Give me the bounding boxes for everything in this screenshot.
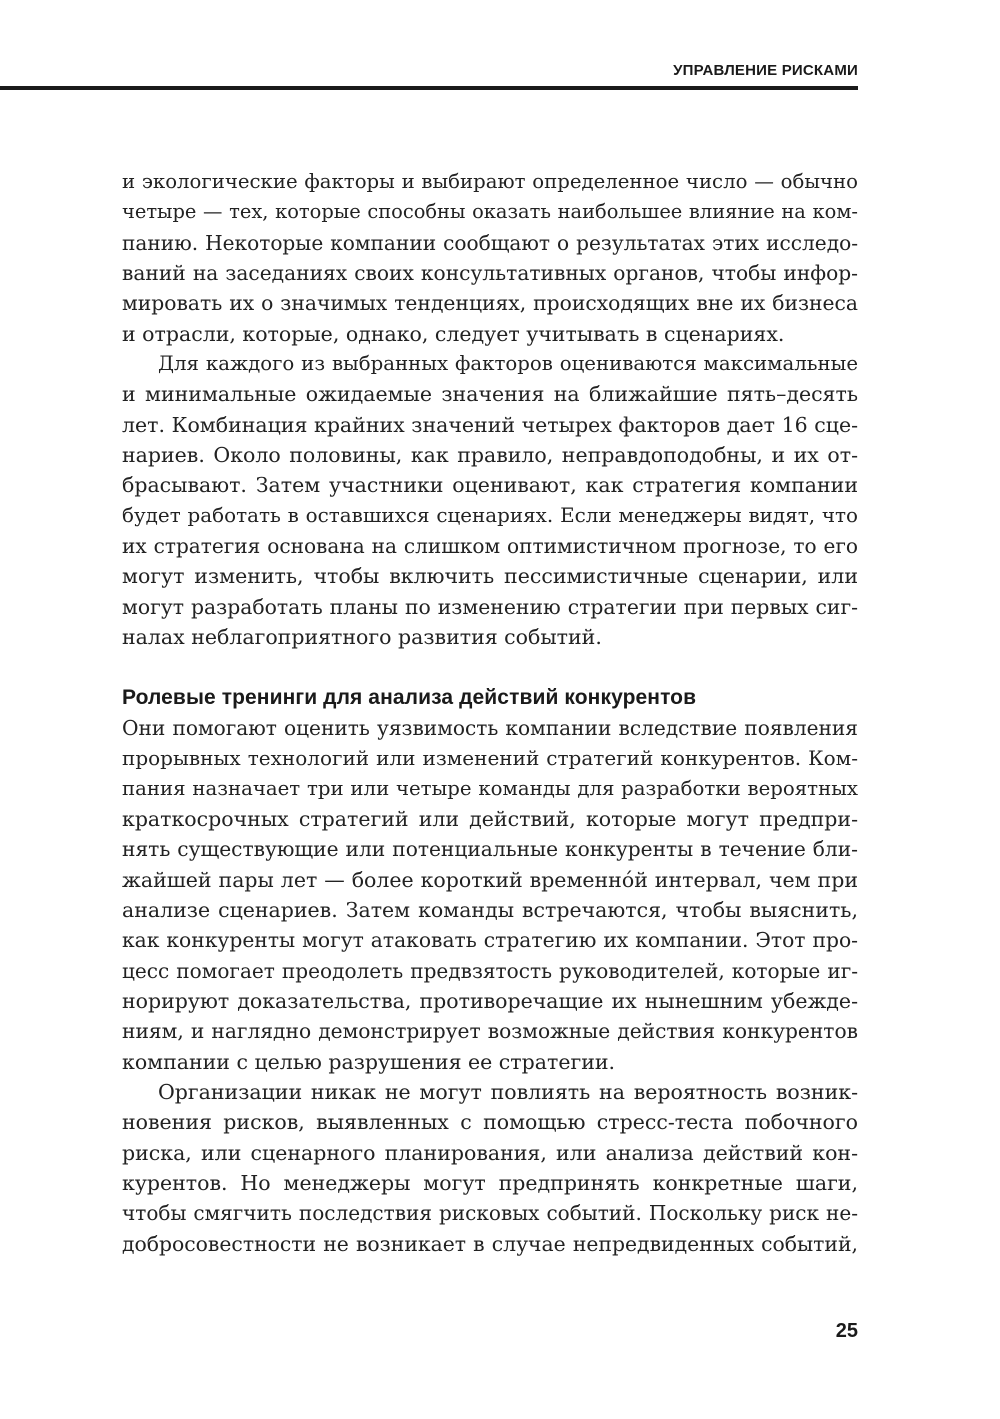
section-spacer	[122, 653, 858, 683]
text-line: четыре — тех, которые способны оказать наибольшее влияние на ком-	[122, 200, 858, 224]
text-line: Они помогают оценить уязвимость компании вследствие появления	[122, 715, 858, 740]
text-line: курентов. Но менеджеры могут предпринять конкретные шаги,	[122, 1171, 858, 1195]
text-line: Организации никак не могут повлиять на вероятность возник-	[158, 1079, 858, 1104]
text-line: мировать их о значимых тенденциях, происходящих вне их бизнеса	[122, 291, 858, 316]
text-line: чтобы смягчить последствия рисковых событий. Поскольку риск не-	[122, 1201, 858, 1226]
text-line: норируют доказательства, противоречащие их нынешним убежде-	[122, 988, 858, 1013]
text-line: и минимальные ожидаемые значения на ближайшие пять–десять	[122, 382, 858, 407]
running-head-title: УПРАВЛЕНИЕ РИСКАМИ	[673, 62, 858, 79]
text-line: анализе сценариев. Затем команды встречаются, чтобы выяснить,	[122, 897, 858, 922]
text-line: могут разработать планы по изменению стратегии при первых сиг-	[122, 594, 858, 619]
text-line: ниям, и наглядно демонстрирует возможные действия конкурентов	[122, 1019, 858, 1044]
text-line: их стратегия основана на слишком оптимистичном прогнозе, то его	[122, 534, 858, 559]
text-line: нять существующие или потенциальные конкуренты в течение бли-	[122, 837, 858, 862]
section-heading: Ролевые тренинги для анализа действий конкурентов	[122, 685, 697, 709]
text-line: риска, или сценарного планирования, или анализа действий кон-	[122, 1140, 858, 1165]
text-line: цесс помогает преодолеть предвзятость руководителей, которые иг-	[122, 958, 858, 983]
text-line: пания назначает три или четыре команды для разработки вероятных	[122, 776, 858, 800]
header-rule	[0, 86, 858, 90]
page-number: 25	[835, 1320, 858, 1342]
text-line: будет работать в оставшихся сценариях. Если менеджеры видят, что	[122, 503, 858, 527]
text-line: компании с целью разрушения ее стратегии.	[122, 1049, 616, 1074]
text-line: и экологические факторы и выбирают определенное число — обычно	[122, 170, 858, 193]
page-body	[122, 167, 858, 1259]
text-line: жайшей пары лет — более короткий временнóй интервал, чем при	[122, 867, 858, 892]
paragraph-2	[122, 349, 858, 652]
text-line: и отрасли, которые, однако, следует учитывать в сценариях.	[122, 321, 785, 346]
paragraph-1	[122, 167, 858, 349]
text-line: могут изменить, чтобы включить пессимистичные сценарии, или	[122, 564, 858, 589]
text-line: добросовестности не возникает в случае непредвиденных событий,	[122, 1231, 858, 1256]
text-line: как конкуренты могут атаковать стратегию их компании. Этот про-	[122, 928, 858, 953]
paragraph-4	[122, 1077, 858, 1259]
section-competitor-role-play	[122, 683, 858, 1077]
text-line: новения рисков, выявленных с помощью стресс-теста побочного	[122, 1110, 858, 1135]
text-line: брасывают. Затем участники оценивают, как стратегия компании	[122, 473, 858, 498]
text-line: ваний на заседаниях своих консультативных органов, чтобы инфор-	[122, 261, 858, 286]
text-line: краткосрочных стратегий или действий, которые могут предпри-	[122, 806, 858, 831]
text-line: лет. Комбинация крайних значений четырех факторов дает 16 сце-	[122, 412, 858, 437]
text-line: налах неблагоприятного развития событий.	[122, 625, 602, 650]
text-line: нариев. Около половины, как правило, неправдоподобны, и их от-	[122, 443, 858, 468]
text-line: панию. Некоторые компании сообщают о результатах этих исследо-	[122, 230, 858, 255]
text-line: Для каждого из выбранных факторов оцениваются максимальные	[158, 352, 858, 376]
text-line: прорывных технологий или изменений стратегий конкурентов. Ком-	[122, 746, 858, 771]
